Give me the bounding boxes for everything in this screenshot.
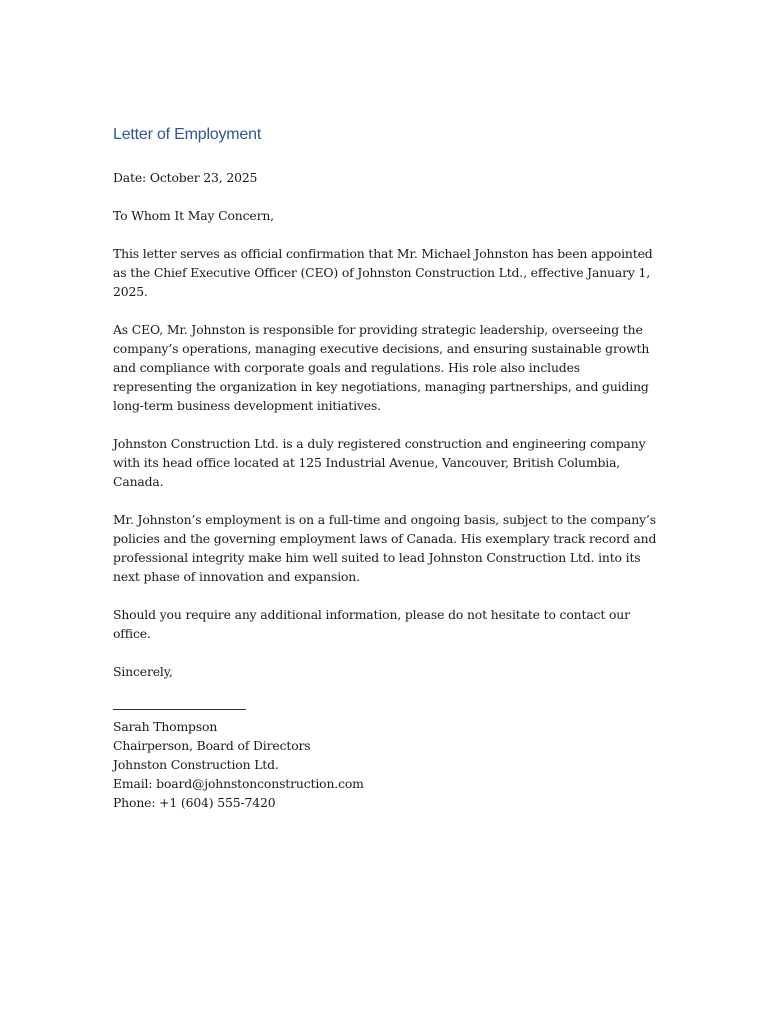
- letter-title: Letter of Employment: [113, 126, 262, 143]
- signatory-phone: Phone: +1 (604) 555-7420: [113, 795, 276, 810]
- paragraph-employment-terms: Mr. Johnston’s employment is on a full-time and ongoing basis, subject to the company’s policies and the governing employment laws of Canada. His exemplary track record and professional integrity make him well suited to lead Johnston Construction Ltd. into its next phase of innovation and expansion.: [113, 512, 657, 584]
- signature-line: [113, 709, 246, 710]
- letter-body: [113, 124, 658, 812]
- letter-date: Date: October 23, 2025: [113, 170, 258, 185]
- paragraph-responsibilities: As CEO, Mr. Johnston is responsible for providing strategic leadership, overseeing the company’s operations, managing executive decisions, and ensuring sustainable growth and compliance with corporate goals and regulations. His role also includes representing the organization in key negotiations, managing partnerships, and guiding long-term business development initiatives.: [113, 322, 650, 413]
- signatory-company: Johnston Construction Ltd.: [113, 757, 279, 772]
- paragraph-appointment: This letter serves as official confirmation that Mr. Michael Johnston has been appointed as the Chief Executive Officer (CEO) of Johnston Construction Ltd., effective January 1, 2025.: [113, 246, 653, 299]
- signature-block: [113, 717, 658, 812]
- signatory-name: Sarah Thompson: [113, 719, 218, 734]
- paragraph-contact: Should you require any additional information, please do not hesitate to contact our office.: [113, 607, 630, 641]
- paragraph-company: Johnston Construction Ltd. is a duly registered construction and engineering company with its head office located at 125 Industrial Avenue, Vancouver, British Columbia, Canada.: [113, 436, 646, 489]
- letter-salutation: To Whom It May Concern,: [113, 208, 274, 223]
- signatory-email: Email: board@johnstonconstruction.com: [113, 776, 364, 791]
- signatory-title: Chairperson, Board of Directors: [113, 738, 311, 753]
- letter-closing: Sincerely,: [113, 664, 173, 679]
